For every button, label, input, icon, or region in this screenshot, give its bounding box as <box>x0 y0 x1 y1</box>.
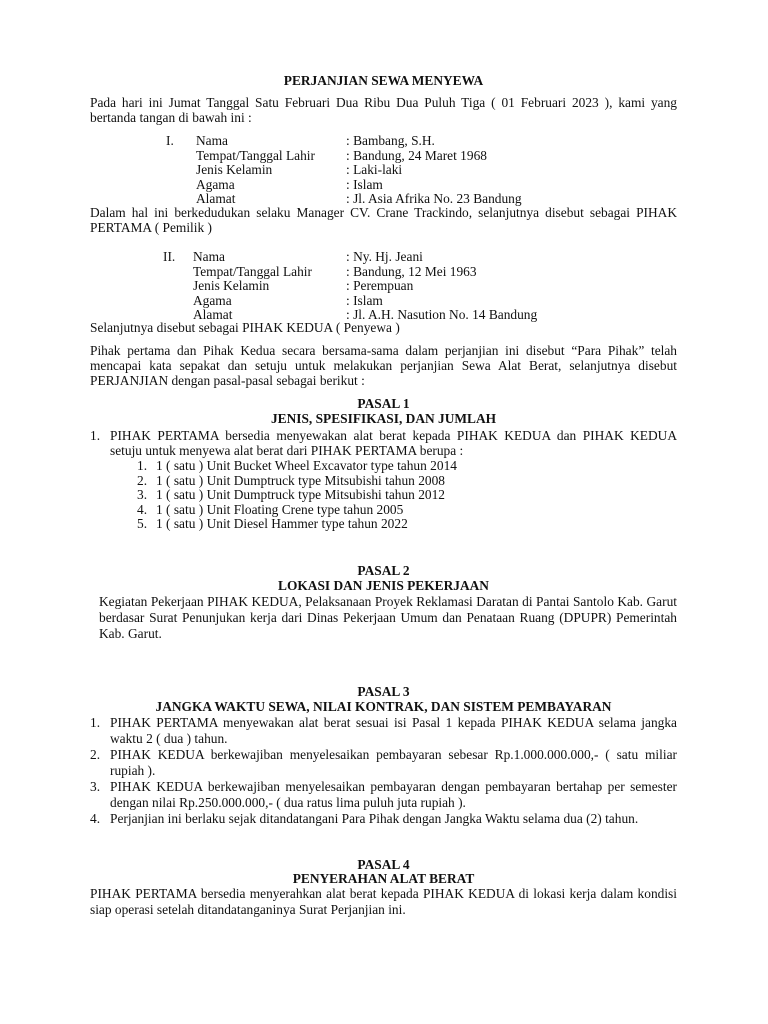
party-one-value-address: : Jl. Asia Afrika No. 23 Bandung <box>346 191 522 207</box>
party-one-value-birth: : Bandung, 24 Maret 1968 <box>346 147 487 163</box>
equipment-item <box>137 502 457 517</box>
document-title: PERJANJIAN SEWA MENYEWA <box>283 73 484 88</box>
pasal-2-subheading: LOKASI DAN JENIS PEKERJAAN <box>278 578 489 593</box>
pasal-3-subheading: JANGKA WAKTU SEWA, NILAI KONTRAK, DAN SISTEM PEMBAYARAN <box>155 699 612 714</box>
party-two-block <box>163 249 537 322</box>
party-two-numeral: II. <box>163 249 176 264</box>
party-two-value-name: : Ny. Hj. Jeani <box>346 249 423 264</box>
party-one-label-gender: Jenis Kelamin <box>196 162 273 178</box>
equipment-item-text: 1 ( satu ) Unit Floating Crene type tahun 2005 <box>156 501 404 517</box>
pasal-3-item-number: 2. <box>90 747 101 762</box>
party-one-label-religion: Agama <box>196 176 235 192</box>
equipment-item-number: 2. <box>137 472 148 488</box>
equipment-item-text: 1 ( satu ) Unit Diesel Hammer type tahun 2022 <box>156 516 408 532</box>
pasal-3-item <box>90 811 677 827</box>
pasal-1-item-1-number: 1. <box>90 428 101 443</box>
pasal-3-item-number: 3. <box>90 779 101 794</box>
pasal-4-text: PIHAK PERTAMA bersedia menyerahkan alat berat kepada PIHAK KEDUA di lokasi kerja dalam kondisi siap operasi setelah ditandatanganinya Surat Perjanjian ini. <box>90 886 677 917</box>
party-one-role: Dalam hal ini berkedudukan selaku Manager CV. Crane Trackindo, selanjutnya disebut sebagai PIHAK PERTAMA ( Pemilik ) <box>90 205 677 235</box>
pasal-3-list <box>90 715 677 827</box>
equipment-item-text: 1 ( satu ) Unit Dumptruck type Mitsubishi tahun 2012 <box>156 487 445 503</box>
pasal-3-item-text: Perjanjian ini berlaku sejak ditandatangani Para Pihak dengan Jangka Waktu selama dua (2) tahun. <box>110 811 639 826</box>
equipment-item <box>137 516 457 531</box>
equipment-item-number: 3. <box>137 487 148 503</box>
pasal-1-item-1-text: PIHAK PERTAMA bersedia menyewakan alat berat kepada PIHAK KEDUA dan PIHAK KEDUA setuju untuk menyewa alat berat dari PIHAK PERTAMA berupa : <box>110 428 677 458</box>
pasal-3-item <box>90 747 677 779</box>
party-two-label-birth: Tempat/Tanggal Lahir <box>193 263 312 279</box>
pasal-3-item <box>90 779 677 811</box>
equipment-item-number: 4. <box>137 501 148 517</box>
equipment-item-number: 5. <box>137 516 148 532</box>
party-two-value-religion: : Islam <box>346 292 383 308</box>
pasal-4-heading: PASAL 4 <box>357 857 410 872</box>
party-one-block <box>166 133 522 206</box>
pasal-2-heading: PASAL 2 <box>357 563 410 578</box>
equipment-item <box>137 473 457 488</box>
pasal-3-item-text: PIHAK KEDUA berkewajiban menyelesaikan pembayaran sebesar Rp.1.000.000.000,- ( satu miliar rupiah ). <box>110 747 677 778</box>
party-two-role: Selanjutnya disebut sebagai PIHAK KEDUA ( Penyewa ) <box>90 320 400 335</box>
party-two-value-gender: : Perempuan <box>346 278 414 294</box>
party-two-label-address: Alamat <box>193 307 233 323</box>
equipment-item <box>137 487 457 502</box>
pasal-4-subheading: PENYERAHAN ALAT BERAT <box>292 871 475 886</box>
party-one-label-name: Nama <box>196 133 228 148</box>
pasal-1-subheading: JENIS, SPESIFIKASI, DAN JUMLAH <box>270 411 497 426</box>
party-one-label-birth: Tempat/Tanggal Lahir <box>196 147 315 163</box>
party-two-label-gender: Jenis Kelamin <box>193 278 270 294</box>
equipment-item-text: 1 ( satu ) Unit Dumptruck type Mitsubishi tahun 2008 <box>156 472 445 488</box>
party-one-numeral: I. <box>166 133 174 148</box>
pasal-1-equipment-list <box>137 458 457 531</box>
agreement-paragraph: Pihak pertama dan Pihak Kedua secara bersama-sama dalam perjanjian ini disebut “Para Pihak” telah mencapai kata sepakat dan setuju untuk melakukan perjanjian Sewa Alat Berat, selanjutnya disebut PERJANJIAN dengan pasal-pasal sebagai berikut : <box>90 343 677 388</box>
pasal-3-item-number: 4. <box>90 811 101 826</box>
pasal-3-item-text: PIHAK KEDUA berkewajiban menyelesaikan pembayaran dengan pembayaran bertahap per semester dengan nilai Rp.250.000.000,- ( dua ratus lima puluh juta rupiah ). <box>110 779 677 810</box>
intro-paragraph: Pada hari ini Jumat Tanggal Satu Februari Dua Ribu Dua Puluh Tiga ( 01 Februari 2023 ), kami yang bertanda tangan di bawah ini : <box>90 95 677 125</box>
equipment-item <box>137 458 457 473</box>
pasal-3-item-number: 1. <box>90 715 101 730</box>
party-one-value-religion: : Islam <box>346 176 383 192</box>
pasal-3-item-text: PIHAK PERTAMA menyewakan alat berat sesuai isi Pasal 1 kepada PIHAK KEDUA selama jangka waktu 2 ( dua ) tahun. <box>110 715 677 746</box>
equipment-item-number: 1. <box>137 458 148 473</box>
party-two-value-address: : Jl. A.H. Nasution No. 14 Bandung <box>346 307 538 323</box>
party-two-label-religion: Agama <box>193 292 232 308</box>
pasal-2-text: Kegiatan Pekerjaan PIHAK KEDUA, Pelaksanaan Proyek Reklamasi Daratan di Pantai Santolo Kab. Garut berdasar Surat Penunjukan kerja dari Dinas Pekerjaan Umum dan Penataan Ruang (DPUPR) Pemerintah Kab. Garut. <box>99 594 677 641</box>
party-one-value-name: : Bambang, S.H. <box>346 133 435 148</box>
pasal-3-item <box>90 715 677 747</box>
party-two-value-birth: : Bandung, 12 Mei 1963 <box>346 263 477 279</box>
pasal-1-heading: PASAL 1 <box>357 396 410 411</box>
party-one-value-gender: : Laki-laki <box>346 162 403 178</box>
party-two-label-name: Nama <box>193 249 225 264</box>
equipment-item-text: 1 ( satu ) Unit Bucket Wheel Excavator type tahun 2014 <box>156 458 457 473</box>
pasal-1-item-1 <box>90 428 677 458</box>
pasal-3-heading: PASAL 3 <box>357 684 410 699</box>
party-one-label-address: Alamat <box>196 191 236 207</box>
